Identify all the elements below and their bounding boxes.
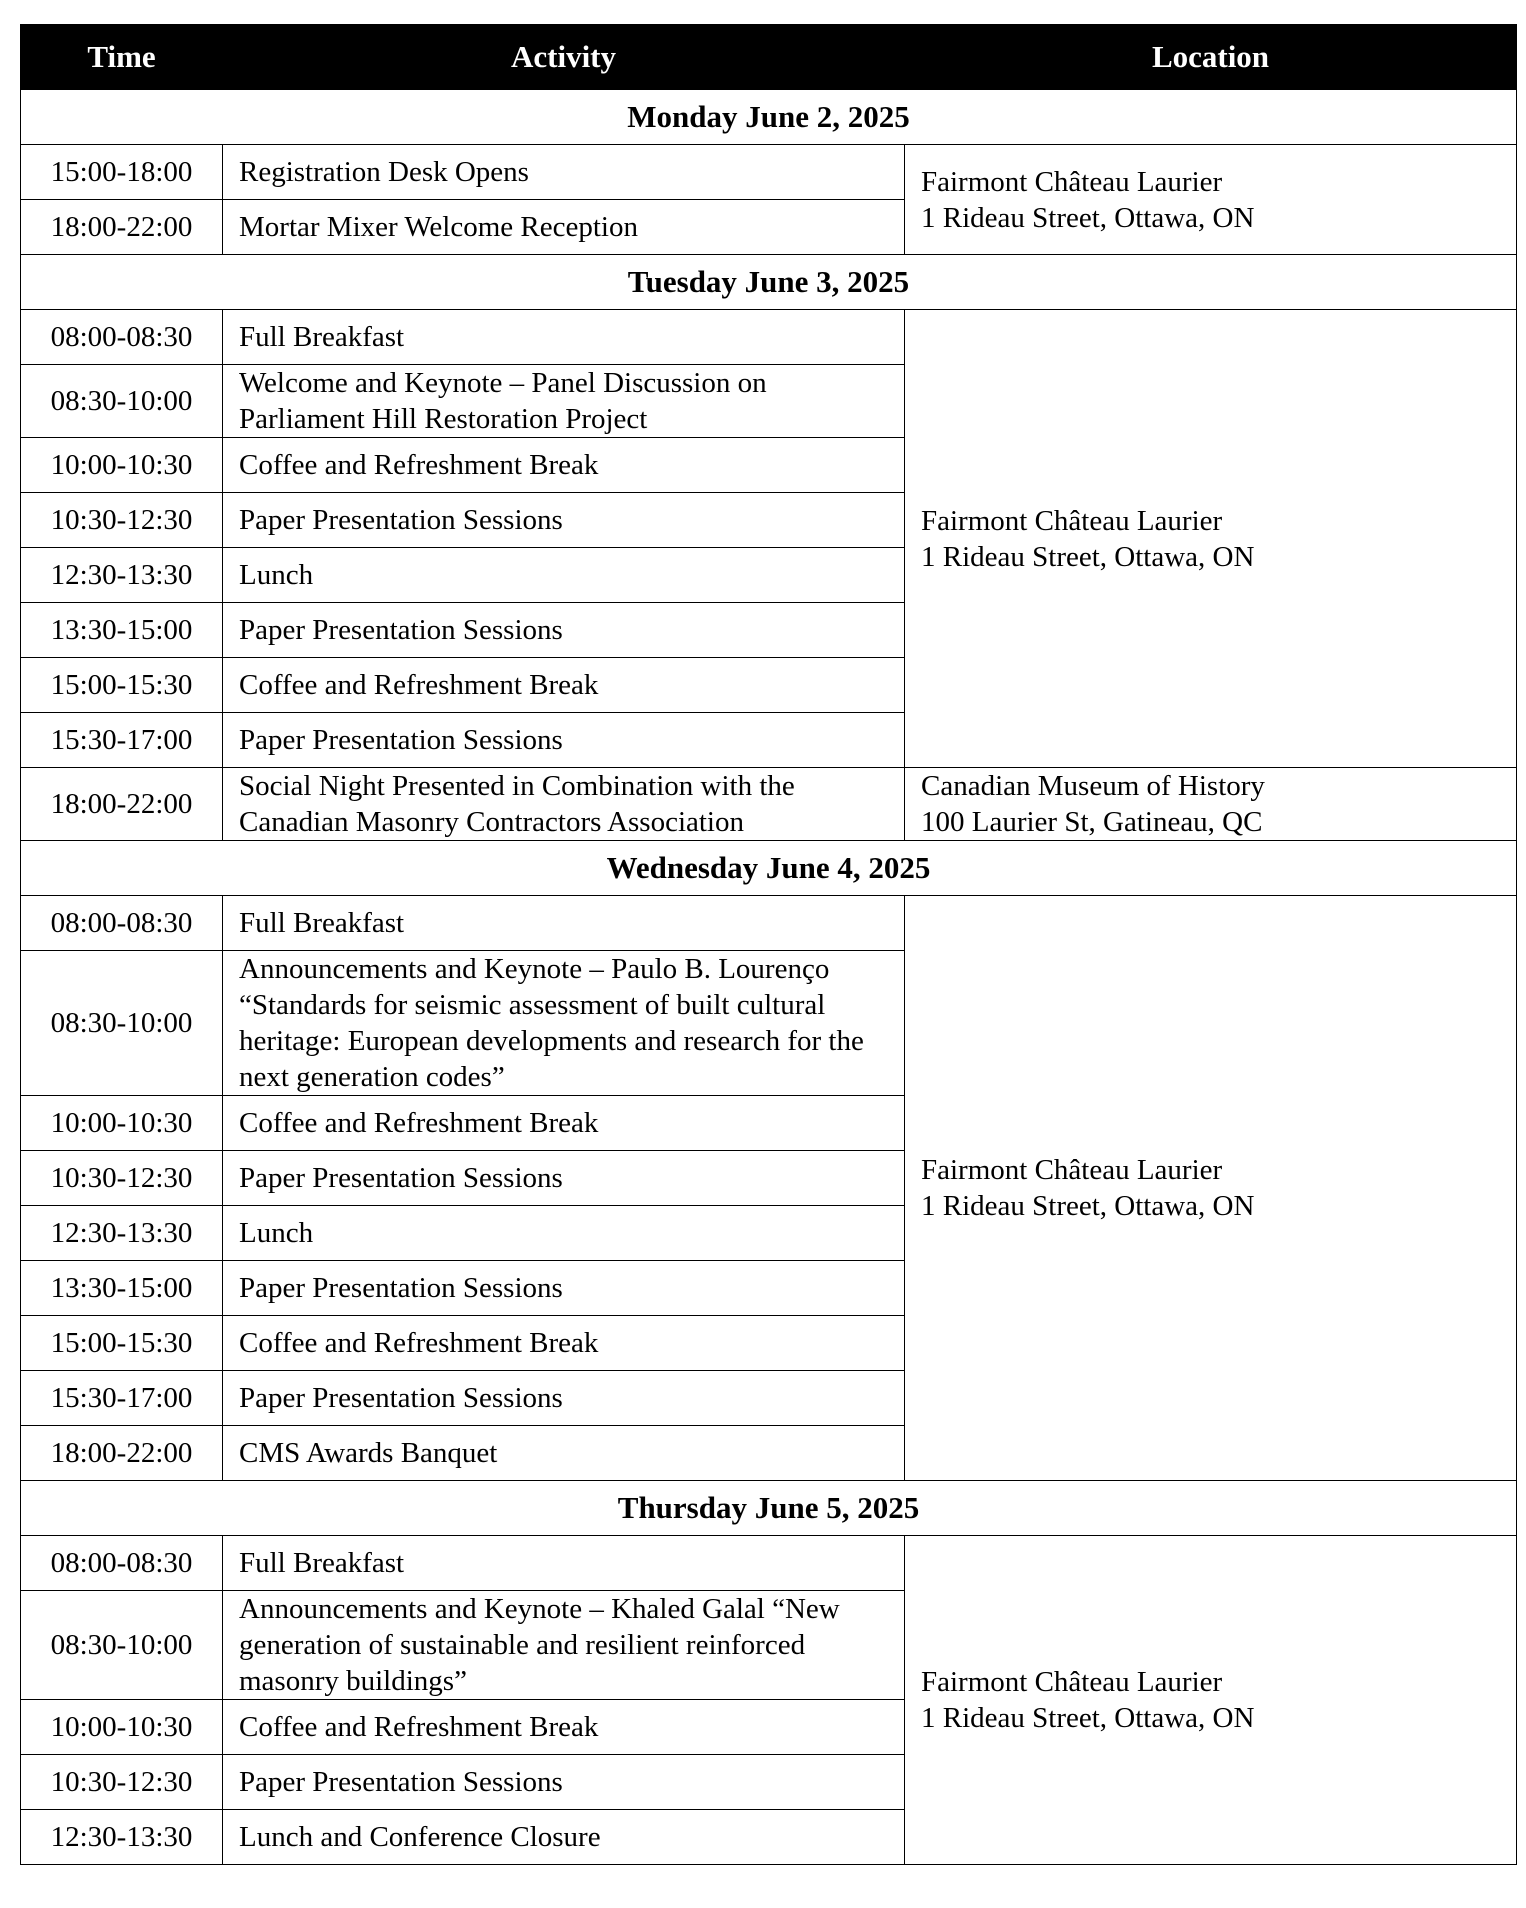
time-cell: 10:00-10:30 bbox=[21, 1700, 223, 1755]
location-name: Fairmont Château Laurier bbox=[921, 1666, 1223, 1698]
location-address: 1 Rideau Street, Ottawa, ON bbox=[921, 540, 1255, 573]
activity-cell: Full Breakfast bbox=[223, 1536, 905, 1591]
time-cell: 08:30-10:00 bbox=[21, 1591, 223, 1700]
activity-cell: Full Breakfast bbox=[223, 896, 905, 951]
activity-cell: Coffee and Refreshment Break bbox=[223, 438, 905, 493]
time-cell: 08:00-08:30 bbox=[21, 1536, 223, 1591]
activity-cell: Coffee and Refreshment Break bbox=[223, 1096, 905, 1151]
activity-cell: CMS Awards Banquet bbox=[223, 1426, 905, 1481]
time-cell: 08:00-08:30 bbox=[21, 310, 223, 365]
time-cell: 13:30-15:00 bbox=[21, 1261, 223, 1316]
day-row bbox=[21, 90, 1517, 145]
schedule-table bbox=[20, 24, 1517, 1865]
activity-cell: Coffee and Refreshment Break bbox=[223, 1700, 905, 1755]
time-cell: 15:00-15:30 bbox=[21, 658, 223, 713]
day-title: Monday June 2, 2025 bbox=[21, 90, 1517, 145]
activity-cell: Social Night Presented in Combination with the Canadian Masonry Contractors Association bbox=[223, 768, 905, 841]
time-cell: 08:00-08:30 bbox=[21, 896, 223, 951]
location-cell bbox=[905, 310, 1517, 768]
location-name: Fairmont Château Laurier bbox=[921, 1154, 1223, 1186]
table-row bbox=[21, 896, 1517, 951]
table-row bbox=[21, 1536, 1517, 1591]
time-cell: 10:30-12:30 bbox=[21, 1151, 223, 1206]
time-cell: 15:00-15:30 bbox=[21, 1316, 223, 1371]
table-row bbox=[21, 768, 1517, 841]
activity-cell: Paper Presentation Sessions bbox=[223, 713, 905, 768]
time-cell: 10:30-12:30 bbox=[21, 493, 223, 548]
location-cell bbox=[905, 145, 1517, 255]
time-cell: 15:30-17:00 bbox=[21, 713, 223, 768]
activity-cell: Welcome and Keynote – Panel Discussion on Parliament Hill Restoration Project bbox=[223, 365, 905, 438]
time-cell: 08:30-10:00 bbox=[21, 365, 223, 438]
time-cell: 12:30-13:30 bbox=[21, 1810, 223, 1865]
day-title: Thursday June 5, 2025 bbox=[21, 1481, 1517, 1536]
location-name: Canadian Museum of History bbox=[921, 770, 1265, 802]
time-cell: 10:00-10:30 bbox=[21, 438, 223, 493]
day-row bbox=[21, 841, 1517, 896]
activity-cell: Paper Presentation Sessions bbox=[223, 1371, 905, 1426]
day-title: Wednesday June 4, 2025 bbox=[21, 841, 1517, 896]
time-cell: 15:00-18:00 bbox=[21, 145, 223, 200]
time-cell: 12:30-13:30 bbox=[21, 1206, 223, 1261]
activity-cell: Coffee and Refreshment Break bbox=[223, 1316, 905, 1371]
activity-cell: Paper Presentation Sessions bbox=[223, 1151, 905, 1206]
time-cell: 10:30-12:30 bbox=[21, 1755, 223, 1810]
time-cell: 18:00-22:00 bbox=[21, 200, 223, 255]
activity-cell: Paper Presentation Sessions bbox=[223, 493, 905, 548]
activity-cell: Announcements and Keynote – Khaled Galal “New generation of sustainable and resilient reinforced masonry buildings” bbox=[223, 1591, 905, 1700]
header-row bbox=[21, 25, 1517, 90]
table-row bbox=[21, 145, 1517, 200]
location-address: 1 Rideau Street, Ottawa, ON bbox=[921, 201, 1255, 234]
time-cell: 15:30-17:00 bbox=[21, 1371, 223, 1426]
activity-cell: Announcements and Keynote – Paulo B. Lourenço “Standards for seismic assessment of built cultural heritage: European developments and research for the next generation codes” bbox=[223, 951, 905, 1096]
activity-cell: Lunch and Conference Closure bbox=[223, 1810, 905, 1865]
activity-cell: Full Breakfast bbox=[223, 310, 905, 365]
day-title: Tuesday June 3, 2025 bbox=[21, 255, 1517, 310]
time-cell: 12:30-13:30 bbox=[21, 548, 223, 603]
time-cell: 18:00-22:00 bbox=[21, 768, 223, 841]
location-address: 1 Rideau Street, Ottawa, ON bbox=[921, 1702, 1255, 1734]
time-cell: 13:30-15:00 bbox=[21, 603, 223, 658]
location-name: Fairmont Château Laurier bbox=[921, 504, 1223, 537]
location-address: 100 Laurier St, Gatineau, QC bbox=[921, 806, 1263, 838]
activity-cell: Paper Presentation Sessions bbox=[223, 1755, 905, 1810]
day-row bbox=[21, 1481, 1517, 1536]
location-address: 1 Rideau Street, Ottawa, ON bbox=[921, 1190, 1255, 1222]
time-cell: 08:30-10:00 bbox=[21, 951, 223, 1096]
location-cell bbox=[905, 896, 1517, 1481]
table-row bbox=[21, 310, 1517, 365]
activity-cell: Paper Presentation Sessions bbox=[223, 1261, 905, 1316]
activity-cell: Coffee and Refreshment Break bbox=[223, 658, 905, 713]
activity-header: Activity bbox=[223, 25, 905, 90]
location-cell bbox=[905, 1536, 1517, 1865]
location-name: Fairmont Château Laurier bbox=[921, 165, 1223, 198]
activity-cell: Registration Desk Opens bbox=[223, 145, 905, 200]
time-cell: 10:00-10:30 bbox=[21, 1096, 223, 1151]
time-cell: 18:00-22:00 bbox=[21, 1426, 223, 1481]
location-cell bbox=[905, 768, 1517, 841]
day-row bbox=[21, 255, 1517, 310]
location-header: Location bbox=[905, 25, 1517, 90]
activity-cell: Paper Presentation Sessions bbox=[223, 603, 905, 658]
activity-cell: Lunch bbox=[223, 1206, 905, 1261]
activity-cell: Lunch bbox=[223, 548, 905, 603]
time-header: Time bbox=[21, 25, 223, 90]
activity-cell: Mortar Mixer Welcome Reception bbox=[223, 200, 905, 255]
